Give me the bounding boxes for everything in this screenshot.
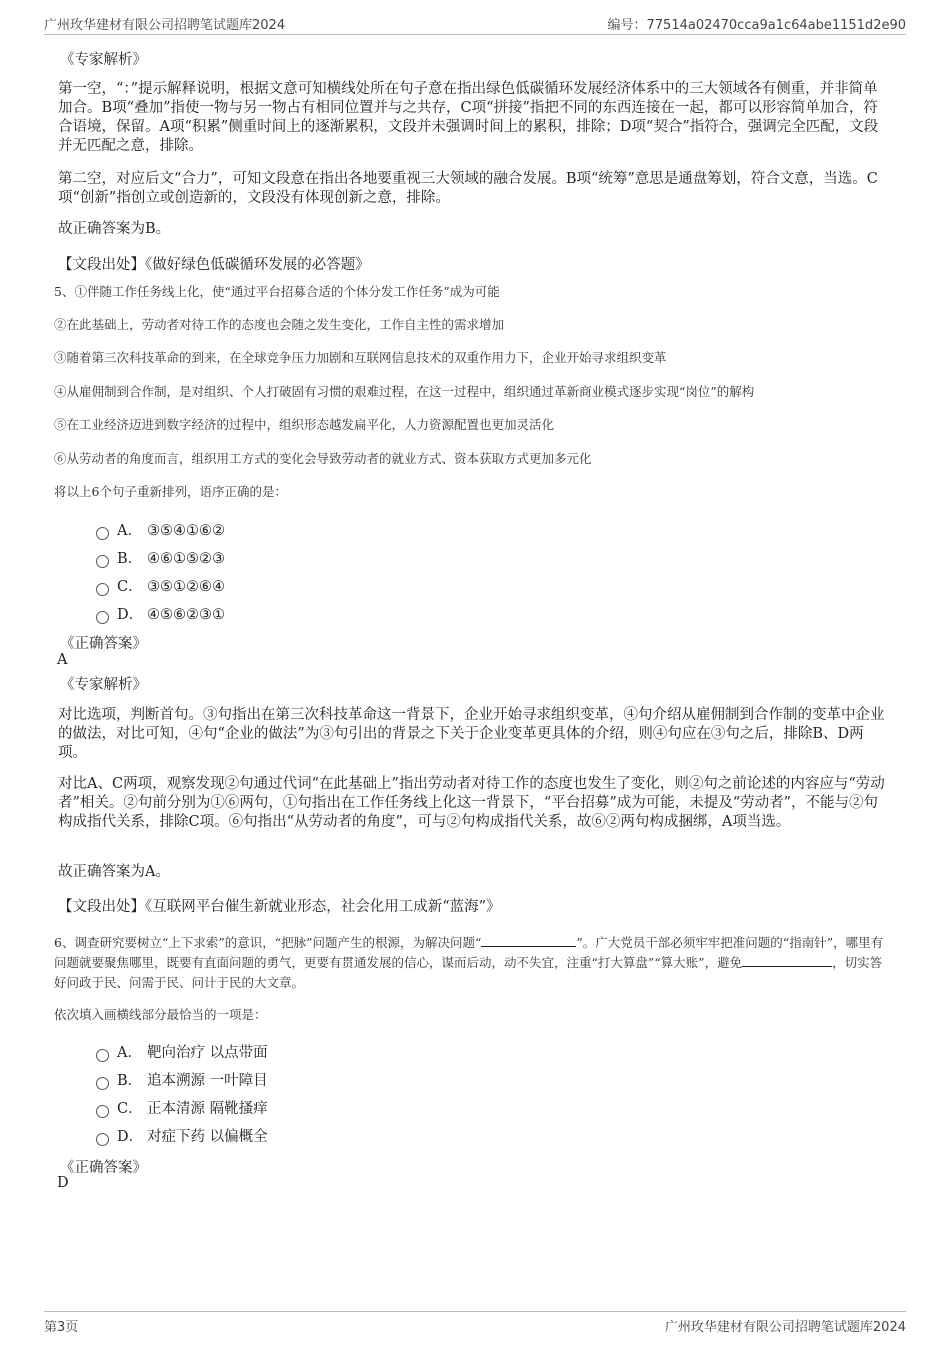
radio-icon[interactable] (96, 611, 109, 624)
q5-sentence-4: ④从雇佣制到合作制，是对组织、个人打破固有习惯的艰难过程，在这一过程中，组织通过革新商业模式逐步实现“岗位”的解构 (54, 384, 755, 399)
q4-analysis-para1: 第一空，“：”提示解释说明，根据文意可知横线处所在句子意在指出绿色低碳循环发展经济体系中的三大领域各有侧重，并非简单加合。B项“叠加”指使一物与另一物占有相同位置并与之共存，C项“拼接”指把不同的东西连接在一起，都可以形容简单加合，符合语境，保留。A项“积累”侧重时间上的逐渐累积，文段并未强调时间上的累积，排除；D项“契合”指符合，强调完全匹配，文段并无匹配之意，排除。 (58, 81, 879, 154)
page-footer (44, 1311, 906, 1334)
q6-answer: D (57, 1175, 69, 1191)
fill-blank-2 (742, 954, 832, 967)
q6-answer-label: 《正确答案》 (60, 1160, 147, 1176)
q5-answer: A (57, 652, 68, 668)
q5-source: 【文段出处】《互联网平台催生新就业形态，社会化用工成新“蓝海”》 (58, 899, 501, 915)
q5-sentence-5: ⑤在工业经济迈进到数字经济的过程中，组织形态越发扁平化，人力资源配置也更加灵活化 (54, 417, 555, 432)
radio-icon[interactable] (96, 1133, 109, 1146)
q6-option-b[interactable]: B． 追本溯源 一叶障目 (96, 1069, 268, 1089)
q4-source: 【文段出处】《做好绿色低碳循环发展的必答题》 (58, 257, 370, 273)
radio-icon[interactable] (96, 1049, 109, 1062)
radio-icon[interactable] (96, 1077, 109, 1090)
q6-option-a[interactable]: A． 靶向治疗 以点带面 (96, 1041, 268, 1061)
q5-analysis-para2: 对比A、C两项，观察发现②句通过代词“在此基础上”指出劳动者对待工作的态度也发生了变化，则②句之前论述的内容应与“劳动者”相关。②句前分别为①⑥两句，①句指出在工作任务线上化这一背景下，“平台招募”成为可能，未提及“劳动者”，不能与②句构成指代关系，排除C项。⑥句指出“从劳动者的角度”，可与②句构成指代关系，故⑥②两句构成捆绑，A项当选。 (58, 776, 885, 830)
q5-analysis-para1: 对比选项，判断首句。③句指出在第三次科技革命这一背景下，企业开始寻求组织变革，④句介绍从雇佣制到合作制的变革中企业的做法，对比可知，④句“企业的做法”为③句引出的背景之下关于企业变革更具体的介绍，则④句应在③句之后，排除B、D两项。 (58, 707, 885, 761)
radio-icon[interactable] (96, 527, 109, 540)
q5-option-c[interactable]: C． ③⑤①②⑥④ (96, 575, 225, 595)
fill-blank-1 (481, 934, 576, 947)
q5-sentence-3: ③随着第三次科技革命的到来，在全球竞争压力加剧和互联网信息技术的双重作用力下，企业开始寻求组织变革 (54, 350, 667, 365)
q6-stem: 6、调查研究要树立“上下求索”的意识，“把脉”问题产生的根源，为解决问题“ ”。广大党员干部必须牢牢把准问题的“指南针”，哪里有问题就要聚焦哪里，既要有直面问题的勇气，更要有贯通发展的信心，谋而后动，动不失宜，注重“打大算盘”“算大账”，避免 ，切实答好问政于民、问需于民、问计于民的大文章。 (54, 935, 884, 990)
page-number: 第3页 (44, 1320, 79, 1335)
q5-option-a[interactable]: A． ③⑤④①⑥② (96, 519, 225, 539)
q5-prompt: 将以上6个句子重新排列，语序正确的是： (54, 484, 287, 499)
q5-sentence-1: 5、①伴随工作任务线上化，使“通过平台招募合适的个体分发工作任务”成为可能 (54, 284, 500, 299)
q5-sentence-6: ⑥从劳动者的角度而言，组织用工方式的变化会导致劳动者的就业方式、资本获取方式更加多元化 (54, 451, 592, 466)
q5-option-b[interactable]: B． ④⑥①⑤②③ (96, 547, 225, 567)
radio-icon[interactable] (96, 583, 109, 596)
q4-expert-label: 《专家解析》 (60, 52, 147, 68)
q5-option-d[interactable]: D． ④⑤⑥②③① (96, 603, 225, 623)
q4-analysis-para2: 第二空，对应后文“合力”，可知文段意在指出各地要重视三大领域的融合发展。B项“统筹”意思是通盘筹划，符合文意，当选。C项“创新”指创立或创造新的，文段没有体现创新之意，排除。 (58, 171, 878, 206)
header-title: 广州玫华建材有限公司招聘笔试题库2024 (44, 18, 286, 33)
q5-sentence-2: ②在此基础上，劳动者对待工作的态度也会随之发生变化，工作自主性的需求增加 (54, 317, 505, 332)
footer-title: 广州玫华建材有限公司招聘笔试题库2024 (664, 1320, 906, 1335)
header-doc-id: 编号：77514a02470cca9a1c64abe1151d2e90 (607, 18, 906, 33)
q5-conclusion: 故正确答案为A。 (58, 864, 170, 880)
q5-expert-label: 《专家解析》 (60, 677, 147, 693)
q6-option-c[interactable]: C． 正本清源 隔靴搔痒 (96, 1097, 268, 1117)
q5-answer-label: 《正确答案》 (60, 636, 147, 652)
page-header (44, 12, 906, 35)
radio-icon[interactable] (96, 555, 109, 568)
q6-prompt: 依次填入画横线部分最恰当的一项是： (54, 1007, 267, 1022)
q4-conclusion: 故正确答案为B。 (58, 221, 171, 237)
radio-icon[interactable] (96, 1105, 109, 1118)
q6-option-d[interactable]: D． 对症下药 以偏概全 (96, 1125, 268, 1145)
